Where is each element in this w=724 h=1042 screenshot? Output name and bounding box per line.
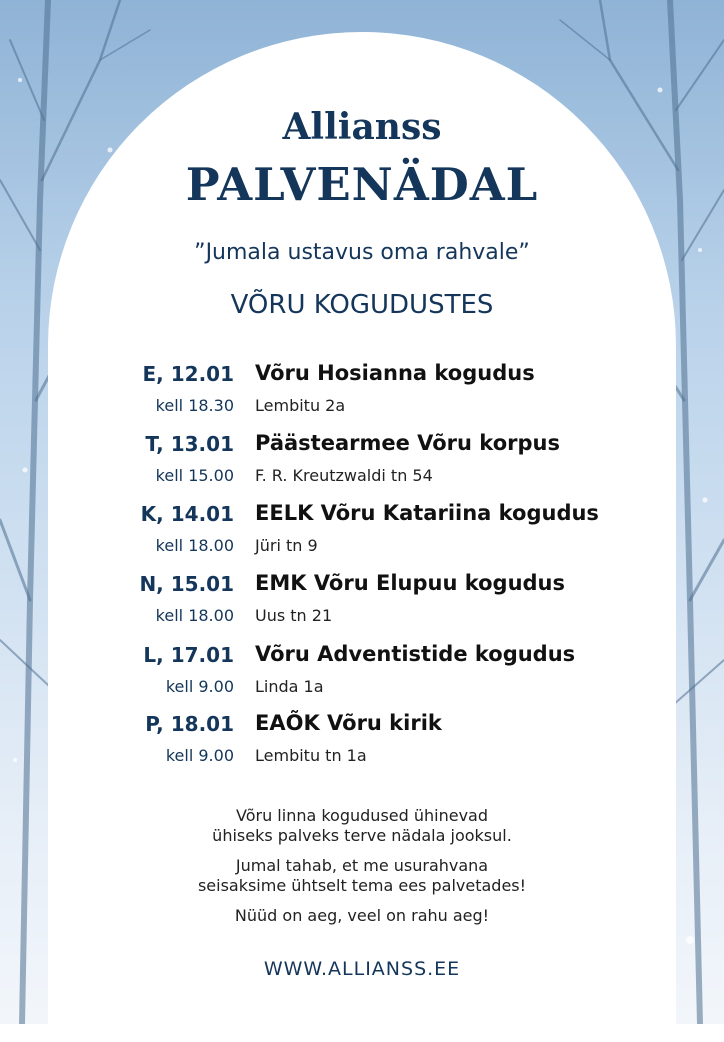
note-line: Võru linna kogudused ühinevad <box>236 806 488 825</box>
note-line: seisaksime ühtselt tema ees palvetades! <box>197 876 527 895</box>
event-time: kell 15.00 <box>155 466 234 485</box>
website-link[interactable]: WWW.ALLIANSS.EE <box>263 958 461 980</box>
title-palvenadal: PALVENÄDAL <box>185 158 539 211</box>
location-heading: VÕRU KOGUDUSTES <box>230 290 494 320</box>
event-time: kell 9.00 <box>165 746 234 765</box>
event-day: P, 18.01 <box>145 712 234 736</box>
event-congregation: EELK Võru Katariina kogudus <box>255 501 599 525</box>
event-address: Lembitu tn 1a <box>255 746 367 765</box>
event-address: Uus tn 21 <box>255 606 333 625</box>
event-time: kell 18.00 <box>155 606 234 625</box>
event-day: N, 15.01 <box>139 572 234 596</box>
note-line: Jumal tahab, et me usurahvana <box>235 856 489 875</box>
event-congregation: EMK Võru Elupuu kogudus <box>255 571 566 595</box>
event-address: Jüri tn 9 <box>255 536 318 555</box>
event-day: K, 14.01 <box>140 502 234 526</box>
event-address: Linda 1a <box>255 677 324 696</box>
event-address: Lembitu 2a <box>255 396 346 415</box>
event-congregation: Päästearmee Võru korpus <box>255 431 560 455</box>
title-allianss: Allianss <box>282 106 442 148</box>
event-day: T, 13.01 <box>145 432 234 456</box>
event-address: F. R. Kreutzwaldi tn 54 <box>255 466 433 485</box>
event-day: E, 12.01 <box>142 362 234 386</box>
event-time: kell 18.00 <box>155 536 234 555</box>
event-day: L, 17.01 <box>143 643 234 667</box>
theme-subtitle: ”Jumala ustavus oma rahvale” <box>194 240 530 265</box>
event-congregation: Võru Hosianna kogudus <box>255 361 535 385</box>
event-congregation: Võru Adventistide kogudus <box>255 642 576 666</box>
note-line: Nüüd on aeg, veel on rahu aeg! <box>234 906 490 925</box>
note-line: ühiseks palveks terve nädala jooksul. <box>212 826 512 845</box>
event-time: kell 9.00 <box>165 677 234 696</box>
event-congregation: EAÕK Võru kirik <box>255 711 442 735</box>
event-time: kell 18.30 <box>155 396 234 415</box>
